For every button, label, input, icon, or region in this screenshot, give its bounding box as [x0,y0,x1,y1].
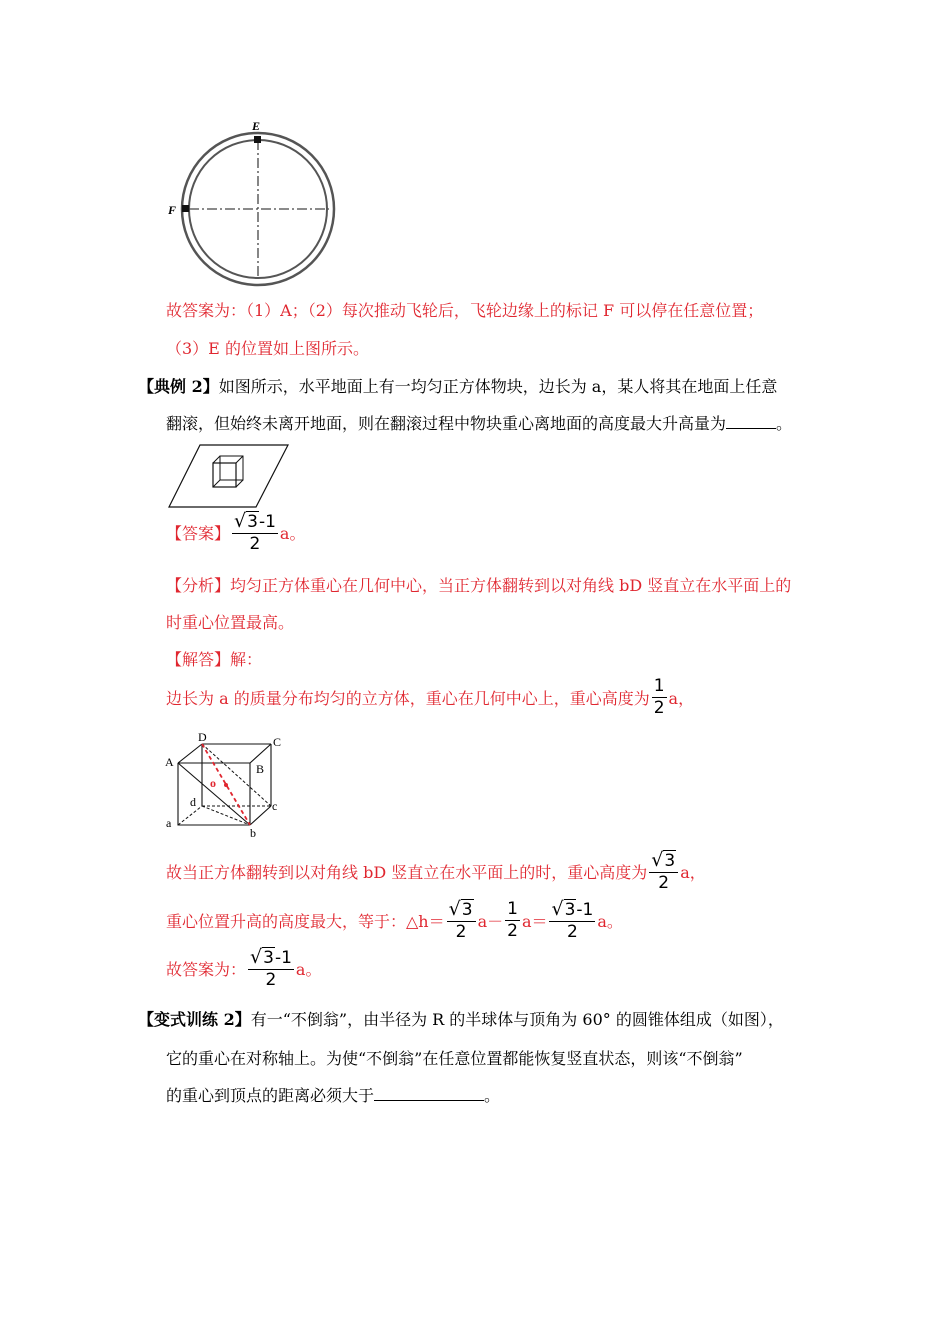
variant2-line2: 它的重心在对称轴上。为使“不倒翁”在任意位置都能恢复竖直状态，则该“不倒翁” [166,1049,743,1068]
cube-label-c-lower: c [272,799,278,813]
variant2-line3: 的重心到顶点的距离必须大于 。 [166,1086,501,1105]
ground-cube-figure [168,444,290,509]
example2-line1: 【典例 2】如图所示，水平地面上有一均匀正方体物块，边长为 a，某人将其在地面上任意 [138,377,778,396]
analysis-line1: 【分析】均匀正方体重心在几何中心，当正方体翻转到以对角线 bD 竖直立在水平面上的 [166,576,792,595]
solution-line2: 故当正方体翻转到以对角线 bD 竖直立在水平面上的时，重心高度为 $\frac{√3}{2}$ a， [166,849,706,893]
solution-line1: 边长为 a 的质量分布均匀的立方体，重心在几何中心上，重心高度为 $\frac{1}{2}$ a， [166,676,695,718]
solution-line4: 故答案为： $\frac{√3-1}{2}$ a。 [166,946,322,990]
cube-label-a-lower: a [166,816,172,830]
marker-e [254,136,261,143]
cube-label-b-upper: B [256,762,265,776]
solution-heading: 【解答】解： [166,650,263,669]
cube-label-a-upper: A [165,755,174,769]
marker-f [182,205,189,212]
cube-figure [160,728,290,840]
flywheel-figure [160,115,345,295]
answer1-line1: 故答案为：（1）A；（2）每次推动飞轮后，飞轮边缘上的标记 F 可以停在任意位置； [166,301,764,320]
label-f: F [168,203,177,217]
cube-label-b-lower: b [250,826,256,840]
example2-line2: 翻滚，但始终未离开地面，则在翻滚过程中物块重心离地面的高度最大升高量为 。 [166,414,793,433]
cube-label-d-upper: D [198,730,207,744]
cube-label-d-lower: d [190,795,196,809]
solution-line3: 重心位置升高的高度最大，等于：△h＝ $\frac{√3}{2}$ a－ $\frac{1}{2}$ a＝ $\frac{√3-1}{2}$ a。 [166,898,623,942]
answer1-line2: （3）E 的位置如上图所示。 [166,339,369,358]
answer-blank[interactable] [726,428,776,429]
cube-label-o: o [210,776,216,790]
answer-block: 【答案】 $\frac{√3-1}{2}$ a。 [166,510,306,554]
variant2-tag: 【变式训练 2】 [138,1010,251,1029]
example2-tag: 【典例 2】 [138,377,219,396]
variant2-line1: 【变式训练 2】有一“不倒翁”，由半径为 R 的半球体与顶角为 60° 的圆锥体组成（如图）， [138,1010,784,1029]
label-e: E [252,119,261,133]
cube-label-c-upper: C [273,735,282,749]
variant-answer-blank[interactable] [374,1100,484,1101]
analysis-line2: 时重心位置最高。 [166,613,295,632]
